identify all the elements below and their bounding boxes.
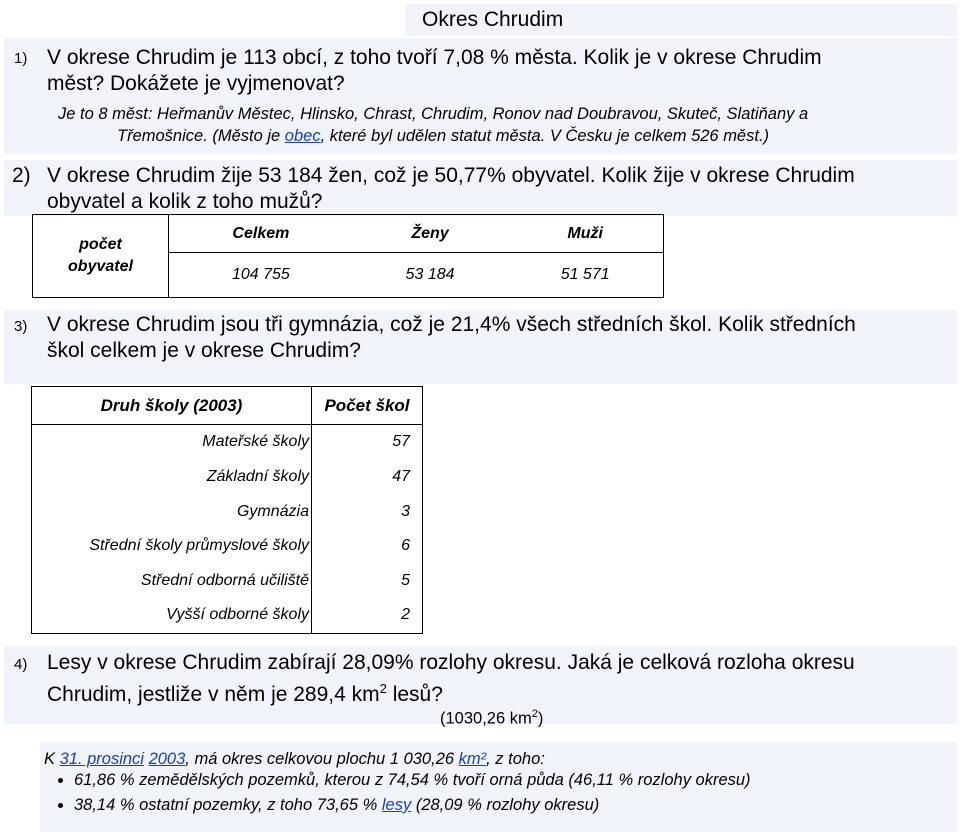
value-muzi: 51 571 — [507, 253, 663, 298]
link-31-prosinci[interactable]: 31. prosinci — [59, 750, 144, 768]
q2-line-1: V okrese Chrudim žije 53 184 žen, což je 50,77% obyvatel. Kolik žije v okrese Chrudim — [47, 164, 855, 187]
link-km2[interactable]: km² — [458, 750, 487, 768]
list-item: • 61,86 % zemědělských pozemků, kterou z 74,54 % tvoří orná půda (46,11 % rozlohy okresu) — [74, 768, 751, 793]
q4-line-1: Lesy v okrese Chrudim zabírají 28,09% rozlohy okresu. Jaká je celková rozloha okresu — [47, 651, 855, 674]
table-row — [32, 598, 423, 634]
q1-answer-text-a: Třemošnice. (Město je — [117, 127, 285, 145]
table-row — [32, 563, 423, 598]
school-type: Mateřské školy — [32, 425, 312, 460]
q1-answer-line-1: Je to 8 měst: Heřmanův Městec, Hlinsko, Chrast, Chrudim, Ronov nad Doubravou, Skuteč, Slatiňany a — [58, 105, 809, 123]
population-table — [32, 214, 664, 298]
q1-answer-text-b: , které byl udělen statut města. V Česku je celkem 526 měst.) — [320, 127, 770, 145]
school-type: Vyšší odborné školy — [32, 598, 312, 634]
header-muzi: Muži — [507, 215, 663, 253]
link-obec[interactable]: obec — [284, 127, 321, 145]
q2-line-2: obyvatel a kolik z toho mužů? — [47, 190, 323, 213]
value-zeny: 53 184 — [353, 253, 508, 298]
note-bullet-list — [44, 768, 751, 818]
school-count: 5 — [312, 563, 423, 598]
school-count: 6 — [312, 529, 423, 564]
table-row — [32, 529, 423, 564]
school-count: 2 — [312, 598, 423, 634]
population-row-label — [33, 215, 169, 298]
table-row — [32, 460, 423, 495]
school-type: Střední odborná učiliště — [32, 563, 312, 598]
note-suffix: , z toho: — [486, 750, 545, 768]
q3-number: 3) — [14, 318, 28, 335]
q4-line-2 — [47, 676, 443, 708]
school-type: Základní školy — [32, 460, 312, 495]
list-item — [74, 793, 751, 818]
q4-answer-sup: 2 — [531, 708, 538, 720]
bullet2-text-b: (28,09 % rozlohy okresu) — [411, 796, 600, 814]
q4-number: 4) — [14, 656, 28, 673]
school-count: 57 — [312, 425, 423, 460]
header-school-type: Druh školy (2003) — [32, 387, 312, 425]
page-title: Okres Chrudim — [422, 8, 564, 31]
link-2003[interactable]: 2003 — [148, 750, 186, 768]
q2-number: 2) — [12, 164, 31, 187]
header-zeny: Ženy — [353, 215, 508, 253]
q4-line-2-text-b: lesů? — [386, 683, 443, 706]
note-prefix: K — [44, 750, 60, 768]
header-school-count: Počet škol — [312, 387, 423, 425]
q3-line-2: škol celkem je v okrese Chrudim? — [47, 339, 361, 362]
school-type: Gymnázia — [32, 494, 312, 529]
q4-line-2-sup: 2 — [379, 681, 387, 696]
link-lesy[interactable]: lesy — [381, 796, 412, 814]
note-intro — [44, 748, 545, 770]
q4-line-2-text-a: Chrudim, jestliže v něm je 289,4 km — [47, 683, 380, 706]
table-row — [32, 494, 423, 529]
q1-line-1: V okrese Chrudim je 113 obcí, z toho tvoří 7,08 % města. Kolik je v okrese Chrudim — [47, 46, 822, 69]
q4-answer — [440, 703, 543, 730]
q4-answer-text-b: ) — [537, 709, 544, 728]
school-type: Střední školy průmyslové školy — [32, 529, 312, 564]
school-count: 3 — [312, 494, 423, 529]
q1-number: 1) — [14, 50, 28, 67]
schools-table — [31, 386, 423, 634]
q3-line-1: V okrese Chrudim jsou tři gymnázia, což je 21,4% všech středních škol. Kolik středních — [47, 313, 856, 336]
value-celkem: 104 755 — [169, 253, 353, 298]
bullet2-text-a: 38,14 % ostatní pozemky, z toho 73,65 % — [74, 796, 382, 814]
note-mid: , má okres celkovou plochu 1 030,26 — [185, 750, 459, 768]
row-label-line-1: počet — [79, 236, 122, 253]
q1-answer-line-2 — [117, 125, 769, 147]
table-row — [32, 425, 423, 460]
header-celkem: Celkem — [169, 215, 353, 253]
q1-line-2: měst? Dokážete je vyjmenovat? — [47, 72, 345, 95]
q4-answer-text-a: (1030,26 km — [440, 709, 532, 728]
school-count: 47 — [312, 460, 423, 495]
row-label-line-2: obyvatel — [68, 258, 133, 275]
